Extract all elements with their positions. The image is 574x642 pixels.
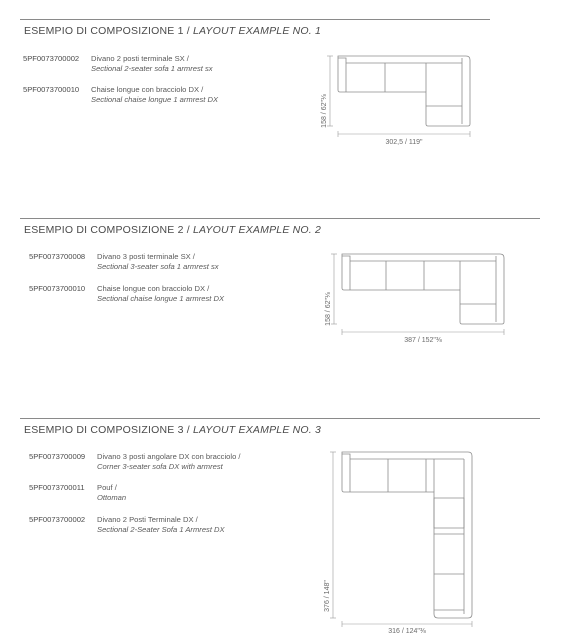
product-code: 5PF0073700002 <box>23 54 80 63</box>
floor-plan-drawing <box>316 48 486 148</box>
width-dimension-label: 316 / 124"⅜ <box>388 628 426 635</box>
description-italian: Divano 2 posti terminale SX / <box>91 54 189 63</box>
description-english: Sectional chaise longue 1 armrest DX <box>91 95 219 104</box>
description-english: Sectional chaise longue 1 armrest DX <box>97 294 225 303</box>
description-english: Ottoman <box>97 493 127 502</box>
description-italian: Divano 2 Posti Terminale DX / <box>97 515 198 524</box>
section-title <box>24 424 321 436</box>
title-english: LAYOUT EXAMPLE NO. 1 <box>192 25 322 37</box>
product-code: 5PF0073700009 <box>29 452 86 461</box>
title-italian: ESEMPIO DI COMPOSIZIONE 3 / <box>24 424 190 436</box>
floor-plan-drawing <box>322 444 482 634</box>
title-italian: ESEMPIO DI COMPOSIZIONE 2 / <box>24 224 190 236</box>
title-english: LAYOUT EXAMPLE NO. 3 <box>192 424 322 436</box>
depth-dimension-label: 376 / 148" <box>324 580 331 612</box>
description-italian: Chaise longue con bracciolo DX / <box>97 284 210 293</box>
title-italian: ESEMPIO DI COMPOSIZIONE 1 / <box>24 25 190 37</box>
product-code: 5PF0073700010 <box>23 85 80 94</box>
depth-dimension-label: 158 / 62"⅛ <box>321 94 328 128</box>
description-italian: Divano 3 posti terminale SX / <box>97 252 195 261</box>
title-english: LAYOUT EXAMPLE NO. 2 <box>192 224 322 236</box>
description-english: Sectional 3-seater sofa 1 armrest sx <box>97 262 219 271</box>
description-italian: Divano 3 posti angolare DX con bracciolo / <box>97 452 241 461</box>
description-english: Sectional 2-Seater Sofa 1 Armrest DX <box>97 525 225 534</box>
product-code: 5PF0073700010 <box>29 284 86 293</box>
section-header <box>20 19 490 42</box>
product-code: 5PF0073700008 <box>29 252 86 261</box>
section-header <box>20 418 540 441</box>
product-code: 5PF0073700002 <box>29 515 86 524</box>
floor-plan-drawing <box>320 246 520 346</box>
width-dimension-label: 387 / 152"⅜ <box>404 337 442 344</box>
section-title <box>24 224 321 236</box>
depth-dimension-label: 158 / 62"⅛ <box>325 292 332 326</box>
section-title <box>24 25 321 37</box>
description-english: Sectional 2-seater sofa 1 armrest sx <box>91 64 213 73</box>
description-italian: Chaise longue con bracciolo DX / <box>91 85 204 94</box>
description-english: Corner 3-seater sofa DX with armrest <box>97 462 223 471</box>
section-header <box>20 218 540 241</box>
description-italian: Pouf / <box>97 483 117 492</box>
product-code: 5PF0073700011 <box>29 483 85 492</box>
width-dimension-label: 302,5 / 119" <box>385 139 423 146</box>
